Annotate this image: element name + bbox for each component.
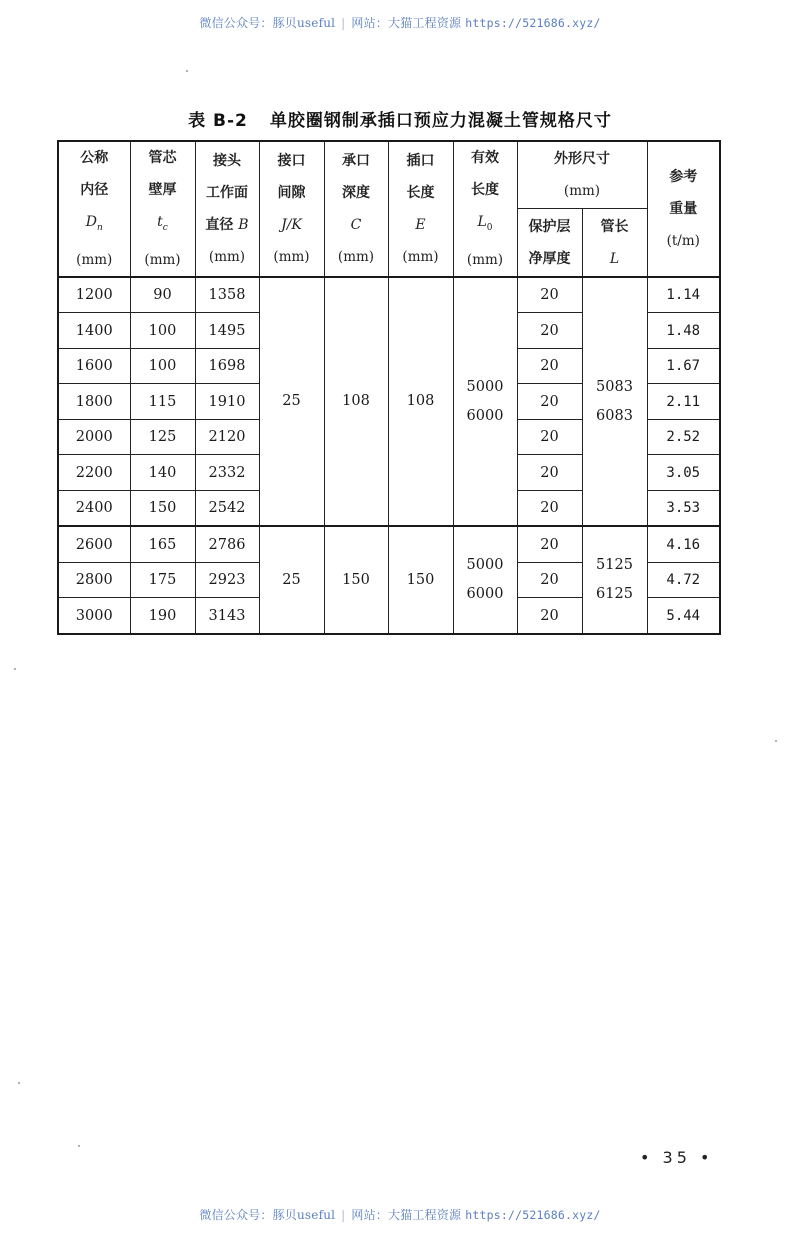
cell-b: 3143 bbox=[195, 598, 259, 634]
cell-dn: 1400 bbox=[58, 313, 130, 349]
table-row bbox=[58, 526, 720, 562]
cell-dn: 2200 bbox=[58, 455, 130, 491]
cell-e: 150 bbox=[388, 526, 453, 634]
scan-speck bbox=[14, 668, 16, 670]
table-code: 表 B-2 bbox=[188, 111, 248, 131]
table-body bbox=[58, 277, 720, 634]
cell-weight: 5.44 bbox=[647, 598, 720, 634]
watermark-url[interactable]: https://521686.xyz/ bbox=[465, 1208, 601, 1222]
cell-jk: 25 bbox=[259, 526, 324, 634]
watermark-prefix: 微信公众号：豚贝useful bbox=[199, 16, 336, 30]
scan-speck bbox=[186, 70, 188, 72]
cell-dn: 1800 bbox=[58, 384, 130, 420]
cell-b: 1698 bbox=[195, 348, 259, 384]
cell-cover: 20 bbox=[517, 490, 582, 526]
cell-l0: 5000 6000 bbox=[453, 526, 517, 634]
cell-e: 108 bbox=[388, 277, 453, 527]
watermark-site: 网站：大猫工程资源 bbox=[351, 1208, 462, 1222]
cell-b: 2786 bbox=[195, 526, 259, 562]
cell-dn: 1200 bbox=[58, 277, 130, 313]
cell-weight: 1.14 bbox=[647, 277, 720, 313]
header-joint-diameter: 接头 工作面 直径 B (mm) bbox=[195, 141, 259, 277]
header-joint-gap: 接口 间隙 J/K (mm) bbox=[259, 141, 324, 277]
cell-tc: 100 bbox=[130, 313, 195, 349]
cell-dn: 2800 bbox=[58, 562, 130, 598]
table-title-text: 单胶圈钢制承插口预应力混凝土管规格尺寸 bbox=[269, 111, 612, 131]
header-spigot-length: 插口 长度 E (mm) bbox=[388, 141, 453, 277]
table-title bbox=[0, 106, 800, 131]
cell-weight: 4.72 bbox=[647, 562, 720, 598]
watermark-separator: | bbox=[341, 16, 346, 30]
cell-dn: 2400 bbox=[58, 490, 130, 526]
watermark-site: 网站：大猫工程资源 bbox=[351, 16, 462, 30]
cell-cover: 20 bbox=[517, 526, 582, 562]
watermark-url[interactable]: https://521686.xyz/ bbox=[465, 16, 601, 30]
cell-dn: 2600 bbox=[58, 526, 130, 562]
cell-cover: 20 bbox=[517, 419, 582, 455]
cell-b: 1358 bbox=[195, 277, 259, 313]
cell-cover: 20 bbox=[517, 562, 582, 598]
cell-jk: 25 bbox=[259, 277, 324, 527]
table-header bbox=[58, 141, 720, 277]
cell-cover: 20 bbox=[517, 313, 582, 349]
header-cover-thickness: 保护层 净厚度 bbox=[517, 209, 582, 277]
cell-tc: 90 bbox=[130, 277, 195, 313]
scan-speck bbox=[78, 1145, 80, 1147]
header-outer-dimensions: 外形尺寸 (mm) bbox=[517, 141, 647, 209]
watermark-separator: | bbox=[341, 1208, 346, 1222]
page-number: • 35 • bbox=[640, 1148, 714, 1167]
watermark-prefix: 微信公众号：豚贝useful bbox=[199, 1208, 336, 1222]
header-reference-weight: 参考 重量 (t/m) bbox=[647, 141, 720, 277]
cell-length: 5125 6125 bbox=[582, 526, 647, 634]
cell-weight: 2.52 bbox=[647, 419, 720, 455]
cell-cover: 20 bbox=[517, 598, 582, 634]
cell-b: 2332 bbox=[195, 455, 259, 491]
cell-dn: 2000 bbox=[58, 419, 130, 455]
cell-tc: 115 bbox=[130, 384, 195, 420]
cell-tc: 125 bbox=[130, 419, 195, 455]
cell-length: 5083 6083 bbox=[582, 277, 647, 527]
scan-speck bbox=[18, 1082, 20, 1084]
cell-tc: 165 bbox=[130, 526, 195, 562]
cell-tc: 140 bbox=[130, 455, 195, 491]
header-core-wall-thickness: 管芯 壁厚 $t_c$ (mm) bbox=[130, 141, 195, 277]
cell-dn: 1600 bbox=[58, 348, 130, 384]
spec-table bbox=[57, 140, 721, 635]
cell-tc: 190 bbox=[130, 598, 195, 634]
cell-l0: 5000 6000 bbox=[453, 277, 517, 527]
cell-b: 2542 bbox=[195, 490, 259, 526]
table-row bbox=[58, 277, 720, 313]
cell-weight: 4.16 bbox=[647, 526, 720, 562]
scan-speck bbox=[775, 740, 777, 742]
cell-b: 1910 bbox=[195, 384, 259, 420]
header-nominal-diameter: 公称 内径 $D_n$ (mm) bbox=[58, 141, 130, 277]
header-pipe-length: 管长 L bbox=[582, 209, 647, 277]
watermark-header bbox=[0, 14, 800, 31]
header-effective-length: 有效 长度 $L_0$ (mm) bbox=[453, 141, 517, 277]
cell-weight: 2.11 bbox=[647, 384, 720, 420]
watermark-footer bbox=[0, 1206, 800, 1223]
cell-cover: 20 bbox=[517, 455, 582, 491]
cell-tc: 100 bbox=[130, 348, 195, 384]
cell-tc: 150 bbox=[130, 490, 195, 526]
cell-cover: 20 bbox=[517, 277, 582, 313]
cell-c: 150 bbox=[324, 526, 388, 634]
header-socket-depth: 承口 深度 C (mm) bbox=[324, 141, 388, 277]
cell-weight: 1.48 bbox=[647, 313, 720, 349]
cell-dn: 3000 bbox=[58, 598, 130, 634]
cell-b: 2923 bbox=[195, 562, 259, 598]
cell-cover: 20 bbox=[517, 348, 582, 384]
cell-b: 1495 bbox=[195, 313, 259, 349]
cell-b: 2120 bbox=[195, 419, 259, 455]
cell-tc: 175 bbox=[130, 562, 195, 598]
cell-cover: 20 bbox=[517, 384, 582, 420]
cell-weight: 3.05 bbox=[647, 455, 720, 491]
cell-c: 108 bbox=[324, 277, 388, 527]
cell-weight: 3.53 bbox=[647, 490, 720, 526]
cell-weight: 1.67 bbox=[647, 348, 720, 384]
